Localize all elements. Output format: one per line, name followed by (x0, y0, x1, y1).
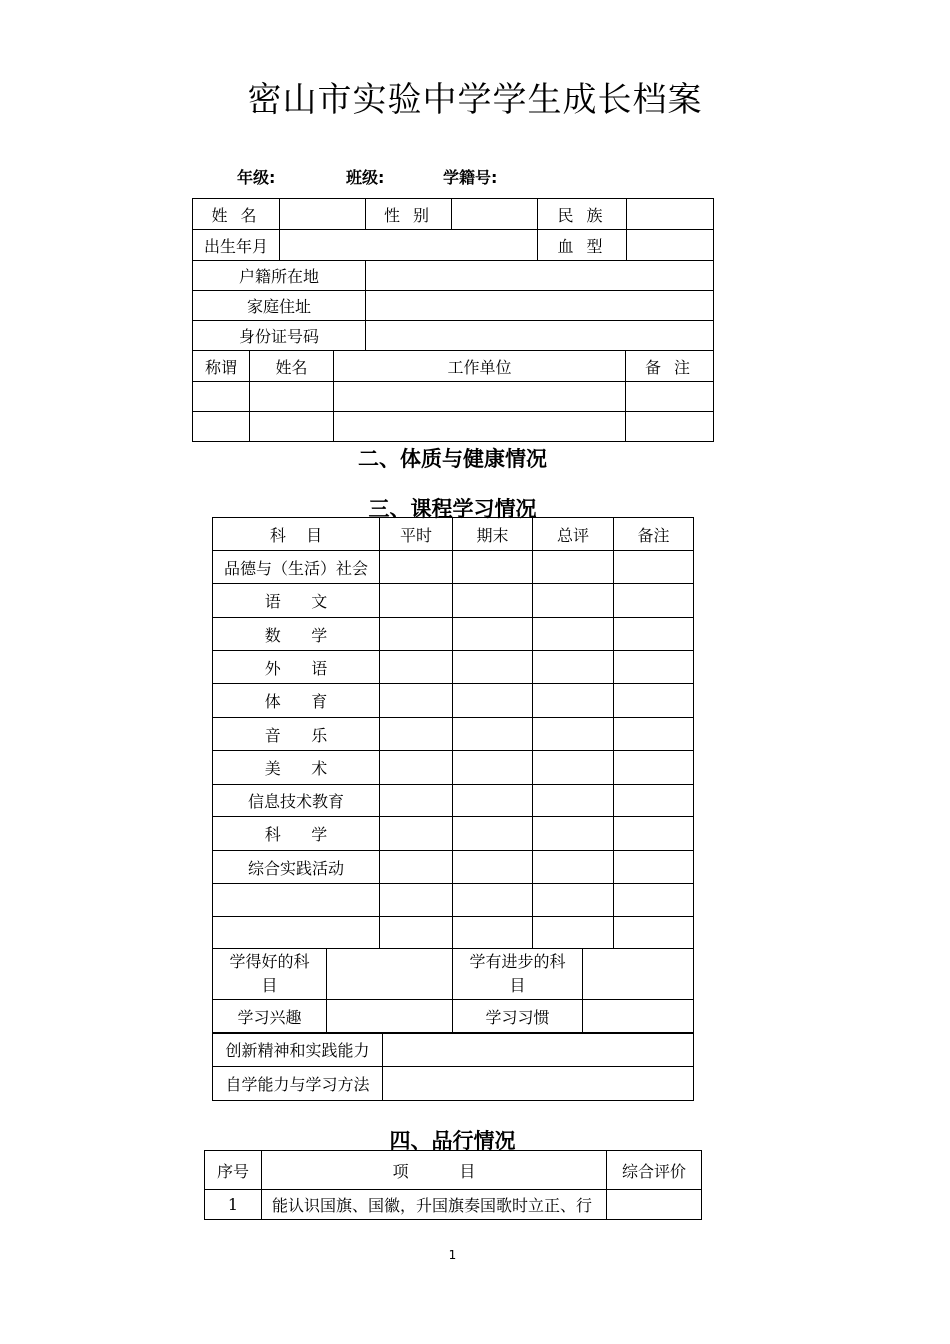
score-cell[interactable] (380, 851, 453, 884)
self-study-label: 自学能力与学习方法 (213, 1067, 383, 1101)
name-value[interactable] (280, 199, 366, 230)
score-cell[interactable] (453, 917, 533, 949)
score-cell[interactable] (380, 651, 453, 684)
score-cell[interactable] (380, 785, 453, 817)
subject-cell: 美 术 (213, 751, 380, 785)
score-cell[interactable] (614, 618, 694, 651)
score-cell[interactable] (614, 785, 694, 817)
subject-cell[interactable] (213, 917, 380, 949)
conduct-header-item: 项 目 (262, 1151, 607, 1190)
course-header-final: 期末 (453, 518, 533, 551)
subject-cell: 音 乐 (213, 718, 380, 751)
course-header-note: 备注 (614, 518, 694, 551)
score-cell[interactable] (380, 551, 453, 584)
score-cell[interactable] (453, 817, 533, 851)
subject-cell: 体 育 (213, 684, 380, 718)
id-number-label: 身份证号码 (193, 321, 366, 351)
section2-title: 二、体质与健康情况 (358, 447, 547, 471)
score-cell[interactable] (614, 684, 694, 718)
hukou-label: 户籍所在地 (193, 261, 366, 291)
family-cell[interactable] (626, 412, 714, 442)
family-header-work: 工作单位 (334, 351, 626, 382)
family-cell[interactable] (334, 382, 626, 412)
course-header-regular: 平时 (380, 518, 453, 551)
score-cell[interactable] (614, 817, 694, 851)
innovation-value[interactable] (383, 1033, 694, 1067)
family-table (192, 350, 714, 442)
score-cell[interactable] (533, 551, 614, 584)
score-cell[interactable] (380, 718, 453, 751)
score-cell[interactable] (380, 618, 453, 651)
course-header-total: 总评 (533, 518, 614, 551)
family-header-note: 备 注 (626, 351, 714, 382)
course-evaluation-table (212, 948, 694, 1034)
page-title: 密山市实验中学学生成长档案 (247, 80, 703, 120)
score-cell[interactable] (614, 751, 694, 785)
score-cell[interactable] (533, 851, 614, 884)
subject-cell: 数 学 (213, 618, 380, 651)
score-cell[interactable] (533, 751, 614, 785)
course-header-subject: 科 目 (213, 518, 380, 551)
score-cell[interactable] (533, 618, 614, 651)
score-cell[interactable] (453, 785, 533, 817)
score-cell[interactable] (533, 785, 614, 817)
section3-title: 三、课程学习情况 (368, 497, 537, 521)
conduct-header-eval: 综合评价 (607, 1151, 702, 1190)
habit-label: 学习习惯 (453, 1000, 583, 1034)
interest-value[interactable] (327, 1000, 453, 1034)
birth-value[interactable] (280, 230, 538, 261)
conduct-header-no: 序号 (205, 1151, 262, 1190)
subject-cell: 品德与（生活）社会 (213, 551, 380, 584)
student-no-label: 学籍号: (443, 168, 498, 187)
score-cell[interactable] (380, 584, 453, 618)
score-cell[interactable] (533, 651, 614, 684)
grade-label: 年级: (237, 168, 276, 187)
family-cell[interactable] (334, 412, 626, 442)
gender-value[interactable] (452, 199, 538, 230)
score-cell[interactable] (614, 651, 694, 684)
score-cell[interactable] (614, 551, 694, 584)
subject-cell[interactable] (213, 884, 380, 917)
subject-cell: 信息技术教育 (213, 785, 380, 817)
score-cell[interactable] (453, 618, 533, 651)
family-header-name: 姓名 (250, 351, 334, 382)
gender-label: 性 别 (366, 199, 452, 230)
score-cell[interactable] (614, 917, 694, 949)
section4-title: 四、品行情况 (389, 1129, 516, 1153)
blood-type-value[interactable] (627, 230, 714, 261)
ethnicity-value[interactable] (627, 199, 714, 230)
ethnicity-label: 民 族 (538, 199, 627, 230)
score-cell[interactable] (453, 551, 533, 584)
score-cell[interactable] (453, 884, 533, 917)
score-cell[interactable] (380, 817, 453, 851)
family-cell[interactable] (250, 382, 334, 412)
hukou-value[interactable] (366, 261, 714, 291)
name-label: 姓 名 (193, 199, 280, 230)
score-cell[interactable] (533, 884, 614, 917)
score-cell[interactable] (453, 584, 533, 618)
good-subject-text: 学得好的科目 (229, 952, 310, 995)
blood-type-label: 血 型 (538, 230, 627, 261)
subject-cell: 外 语 (213, 651, 380, 684)
course-table (212, 517, 694, 949)
class-label: 班级: (346, 168, 385, 187)
habit-value[interactable] (583, 1000, 694, 1034)
conduct-row-no: 1 (205, 1190, 262, 1220)
good-subject-label (213, 949, 327, 1000)
progress-subject-label (453, 949, 583, 1000)
family-cell[interactable] (250, 412, 334, 442)
good-subject-value[interactable] (327, 949, 453, 1000)
score-cell[interactable] (453, 684, 533, 718)
score-cell[interactable] (614, 884, 694, 917)
basic-info-table (192, 198, 714, 351)
interest-label: 学习兴趣 (213, 1000, 327, 1034)
family-header-relation: 称谓 (193, 351, 250, 382)
score-cell[interactable] (380, 684, 453, 718)
score-cell[interactable] (453, 751, 533, 785)
conduct-row-eval[interactable] (607, 1190, 702, 1220)
score-cell[interactable] (533, 817, 614, 851)
score-cell[interactable] (614, 851, 694, 884)
score-cell[interactable] (614, 718, 694, 751)
ability-table (212, 1032, 694, 1101)
self-study-value[interactable] (383, 1067, 694, 1101)
score-cell[interactable] (380, 751, 453, 785)
score-cell[interactable] (453, 718, 533, 751)
innovation-label: 创新精神和实践能力 (213, 1033, 383, 1067)
id-number-value[interactable] (366, 321, 714, 351)
score-cell[interactable] (533, 584, 614, 618)
progress-subject-text: 学有进步的科目 (469, 952, 566, 995)
subject-cell: 综合实践活动 (213, 851, 380, 884)
subject-cell: 语 文 (213, 584, 380, 618)
progress-subject-value[interactable] (583, 949, 694, 1000)
score-cell[interactable] (453, 851, 533, 884)
page-number: 1 (448, 1248, 457, 1262)
family-cell[interactable] (193, 412, 250, 442)
score-cell[interactable] (614, 584, 694, 618)
address-label: 家庭住址 (193, 291, 366, 321)
subject-cell: 科 学 (213, 817, 380, 851)
score-cell[interactable] (533, 917, 614, 949)
score-cell[interactable] (453, 651, 533, 684)
score-cell[interactable] (380, 917, 453, 949)
conduct-row-item: 能认识国旗、国徽，升国旗奏国歌时立正、行 (262, 1190, 607, 1220)
score-cell[interactable] (533, 684, 614, 718)
family-cell[interactable] (193, 382, 250, 412)
address-value[interactable] (366, 291, 714, 321)
score-cell[interactable] (533, 718, 614, 751)
conduct-table (204, 1150, 702, 1220)
score-cell[interactable] (380, 884, 453, 917)
birth-label: 出生年月 (193, 230, 280, 261)
family-cell[interactable] (626, 382, 714, 412)
